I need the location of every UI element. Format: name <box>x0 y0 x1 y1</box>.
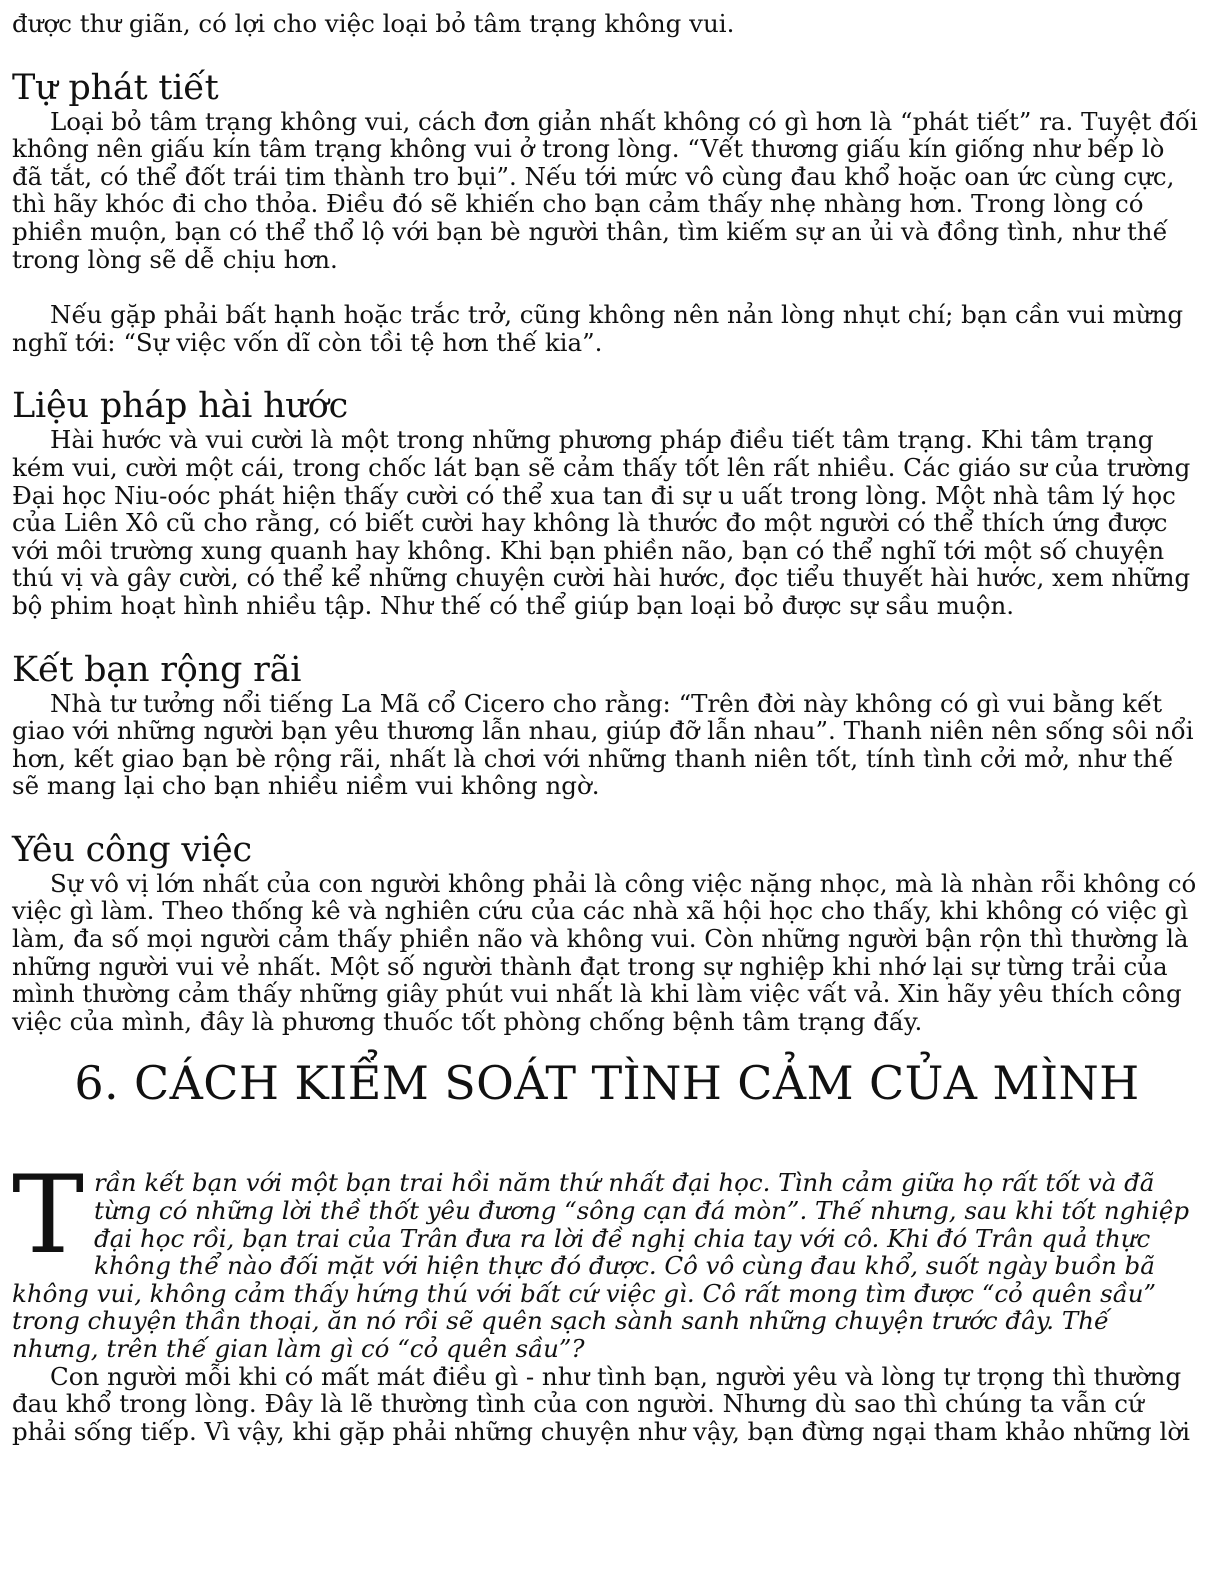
story-text: rần kết bạn với một bạn trai hồi năm thứ nhất đại học. Tình cảm giữa họ rất tốt và đã từng có những lời thề thốt yêu đương “sông cạn đá mòn”. Thế nhưng, sau khi tốt nghiệp đại học rồi, bạn trai của Trân đưa ra lời đề nghị chia tay với cô. Khi đó Trân quả thực không thể nào đối mặt với hiện thực đó được. Cô vô cùng đau khổ, suốt ngày buồn bã không vui, không cảm thấy hứng thú với bất cứ việc gì. Cô rất mong tìm được “cỏ quên sầu” trong chuyện thần thoại, ăn nó rồi sẽ quên sạch sành sanh những chuyện trước đây. Thế nhưng, trên thế gian làm gì có “cỏ quên sầu”? <box>12 1168 1190 1363</box>
section-paragraph: Sự vô vị lớn nhất của con người không phải là công việc nặng nhọc, mà là nhàn rỗi không có việc gì làm. Theo thống kê và nghiên cứu của các nhà xã hội học cho thấy, khi không có việc gì làm, đa số mọi người cảm thấy phiền não và không vui. Còn những người bận rộn thì thường là những người vui vẻ nhất. Một số người thành đạt trong sự nghiệp khi nhớ lại sự từng trải của mình thường cảm thấy những giây phút vui nhất là khi làm việc vất vả. Xin hãy yêu thích công việc của mình, đây là phương thuốc tốt phòng chống bệnh tâm trạng đấy. <box>12 868 1197 1036</box>
section-paragraph: Nhà tư tưởng nổi tiếng La Mã cổ Cicero cho rằng: “Trên đời này không có gì vui bằng kết giao với những người bạn yêu thương lẫn nhau, giúp đỡ lẫn nhau”. Thanh niên nên sống sôi nổi hơn, kết giao bạn bè rộng rãi, nhất là chơi với những thanh niên tốt, tính tình cởi mở, như thế sẽ mang lại cho bạn nhiều niềm vui không ngờ. <box>12 688 1194 801</box>
paragraph-gap <box>12 273 1202 301</box>
section-paragraph: Nếu gặp phải bất hạnh hoặc trắc trở, cũng không nên nản lòng nhụt chí; bạn cần vui mừng nghĩ tới: “Sự việc vốn dĩ còn tồi tệ hơn thế kia”. <box>12 300 1184 357</box>
section-heading-yeu-cong-viec: Yêu công việc <box>12 829 252 870</box>
section-heading-ket-ban-rong-rai: Kết bạn rộng rãi <box>12 649 302 690</box>
section-paragraph: Hài hước và vui cười là một trong những phương pháp điều tiết tâm trạng. Khi tâm trạng kém vui, cười một cái, trong chốc lát bạn sẽ cảm thấy tốt lên rất nhiều. Các giáo sư của trường Đại học Niu-oóc phát hiện thấy cười có thể xua tan đi sự u uất trong lòng. Một nhà tâm lý học của Liên Xô cũ cho rằng, có biết cười hay không là thước đo một người có thể thích ứng được với môi trường xung quanh hay không. Khi bạn phiền não, bạn có thể nghĩ tới một số chuyện thú vị và gây cười, có thể kể những chuyện cười hài hước, đọc tiểu thuyết hài hước, xem những bộ phim hoạt hình nhiều tập. Như thế có thể giúp bạn loại bỏ được sự sầu muộn. <box>12 425 1191 620</box>
document-page <box>12 10 1202 1445</box>
section-heading-tu-phat-tiet: Tự phát tiết <box>12 67 219 108</box>
section-paragraph: Loại bỏ tâm trạng không vui, cách đơn giản nhất không có gì hơn là “phát tiết” ra. Tuyệt đối không nên giấu kín tâm trạng không vui ở trong lòng. “Vết thương giấu kín giống như bếp lò đã tắt, có thể đốt trái tim thành tro bụi”. Nếu tới mức vô cùng đau khổ hoặc oan ức cùng cực, thì hãy khóc đi cho thỏa. Điều đó sẽ khiến cho bạn cảm thấy nhẹ nhàng hơn. Trong lòng có phiền muộn, bạn có thể thổ lộ với bạn bè người thân, tìm kiếm sự an ủi và đồng tình, như thế trong lòng sẽ dễ chịu hơn. <box>12 106 1198 274</box>
chapter-title: 6. CÁCH KIỂM SOÁT TÌNH CẢM CỦA MÌNH <box>74 1056 1140 1111</box>
closing-paragraph: Con người mỗi khi có mất mát điều gì - như tình bạn, người yêu và lòng tự trọng thì thường đau khổ trong lòng. Đây là lẽ thường tình của con người. Nhưng dù sao thì chúng ta vẫn cứ phải sống tiếp. Vì vậy, khi gặp phải những chuyện như vậy, bạn đừng ngại tham khảo những lời <box>12 1361 1190 1446</box>
chapter-story <box>12 1153 1202 1363</box>
section-heading-lieu-phap-hai-huoc: Liệu pháp hài hước <box>12 386 349 427</box>
drop-cap: T <box>12 1153 85 1279</box>
intro-line: được thư giãn, có lợi cho việc loại bỏ tâm trạng không vui. <box>12 9 735 38</box>
